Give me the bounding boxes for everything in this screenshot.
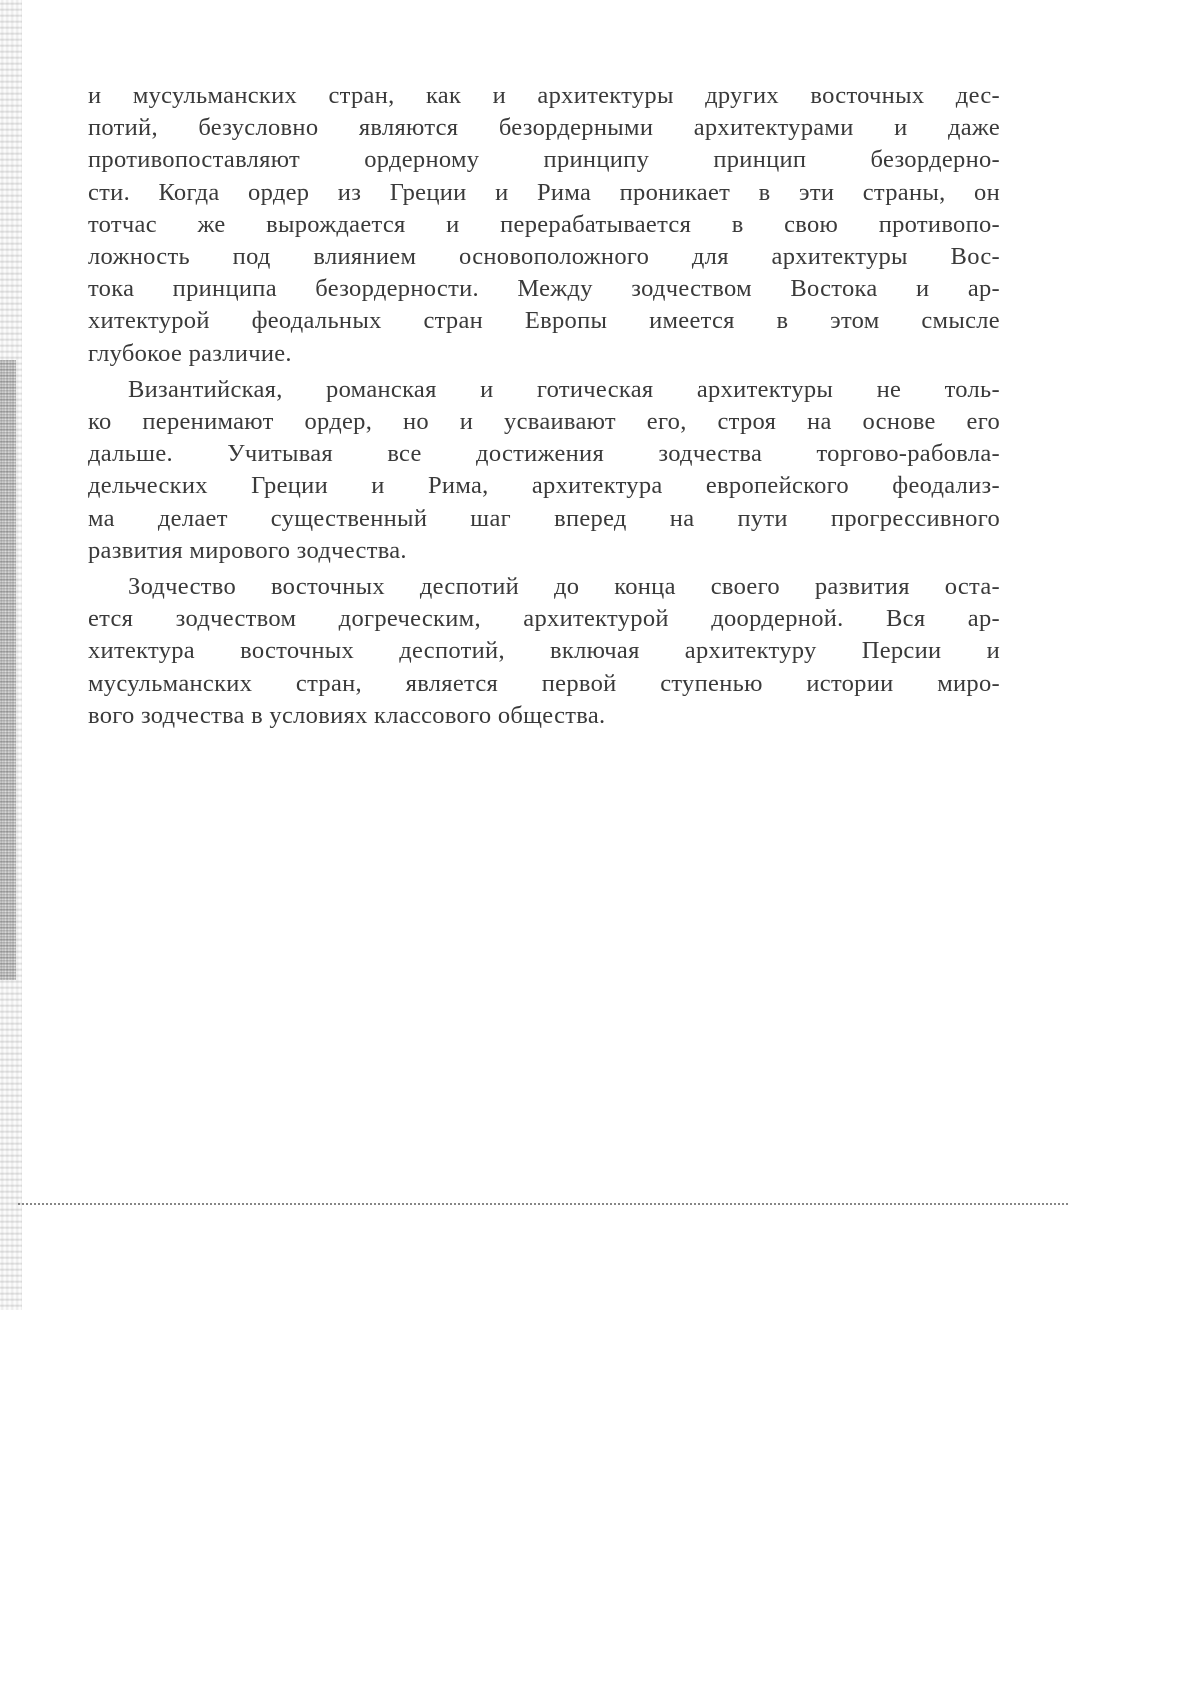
paragraph-2 [88,374,1000,567]
text-line: Византийская, романская и готическая архитектуры не толь- [128,375,1000,403]
text-line: ко перенимают ордер, но и усваивают его, строя на основе его [88,408,1000,436]
text-line: тотчас же вырождается и перерабатывается в свою противопо- [88,210,1000,238]
paragraph-3 [88,571,1000,732]
text-line: мусульманских стран, является первой ступенью истории миро- [88,669,1000,697]
scan-rule-dotted [18,1203,1068,1205]
text-line: дальше. Учитывая все достижения зодчества торгово-рабовла- [88,440,1000,468]
text-line: Зодчество восточных деспотий до конца своего развития оста- [128,573,1000,601]
text-line: дельческих Греции и Рима, архитектура европейского феодализ- [88,472,1000,500]
text-line: вого зодчества в условиях классового общества. [88,701,606,729]
text-line: ется зодчеством догреческим, архитектурой доордерной. Вся ар- [88,605,1000,633]
text-line: хитектура восточных деспотий, включая архитектуру Персии и [88,637,1000,665]
text-line: сти. Когда ордер из Греции и Рима проникает в эти страны, он [88,178,1000,206]
text-line: потий, безусловно являются безордерными архитектурами и даже [88,114,1000,142]
scan-edge-noise-dense [0,360,16,980]
text-line: глубокое различие. [88,339,292,367]
page-text [88,80,1000,732]
text-line: хитектурой феодальных стран Европы имеется в этом смысле [88,307,1000,335]
text-line: противопоставляют ордерному принципу принцип безордерно- [88,146,1000,174]
text-line: ма делает существенный шаг вперед на пути прогрессивного [88,504,1000,532]
text-line: развития мирового зодчества. [88,536,407,564]
paragraph-1 [88,80,1000,370]
text-line: ложность под влиянием основоположного для архитектуры Вос- [88,243,1000,271]
text-line: и мусульманских стран, как и архитектуры других восточных дес- [88,82,1000,109]
text-line: тока принципа безордерности. Между зодчеством Востока и ар- [88,275,1000,303]
